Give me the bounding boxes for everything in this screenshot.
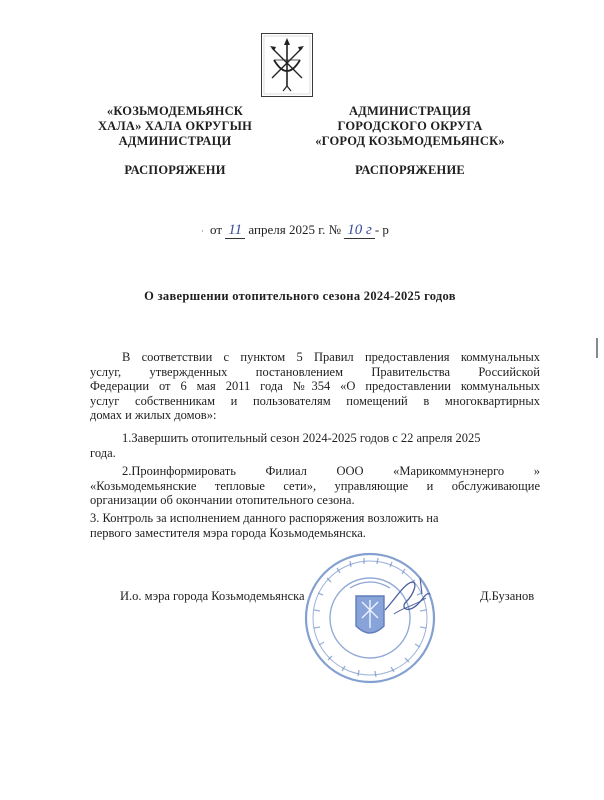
scan-edge-mark bbox=[596, 338, 598, 358]
body-line: услуг, утвержденных постановлением Правительства Российской bbox=[90, 364, 540, 379]
intro-paragraph bbox=[90, 350, 540, 423]
header-right-russian bbox=[300, 104, 520, 149]
item-1 bbox=[90, 431, 540, 460]
body-line: первого заместителя мэра города Козьмодемьянска. bbox=[90, 525, 366, 540]
item-2 bbox=[90, 464, 540, 508]
handwritten-number: 10 г bbox=[344, 222, 375, 239]
city-emblem bbox=[261, 33, 313, 97]
handwritten-day: 11 bbox=[225, 222, 245, 239]
coat-of-arms-icon bbox=[262, 34, 312, 96]
date-tick-mark: · bbox=[201, 226, 204, 236]
body-line: 1.Завершить отопительный сезон 2024-2025 годов с 22 апреля 2025 bbox=[122, 431, 481, 445]
body-line: «Козьмодемьянские тепловые сети», управляющие и обслуживающие bbox=[90, 478, 540, 493]
body-line: услуг собственникам и пользователям помещений в многоквартирных bbox=[90, 393, 540, 408]
body-line: года. bbox=[90, 445, 116, 460]
date-month-year: апреля 2025 г. № bbox=[248, 222, 341, 237]
signer-position: И.о. мэра города Козьмодемьянска bbox=[120, 589, 305, 603]
header-left-line: ХАЛА» ХАЛА ОКРУГЫН bbox=[97, 119, 253, 133]
header-left-line: АДМИНИСТРАЦИ bbox=[118, 134, 232, 148]
item-3 bbox=[90, 511, 540, 540]
document-subject: О завершении отопительного сезона 2024-2025 годов bbox=[144, 289, 456, 303]
date-prefix: от bbox=[210, 222, 223, 237]
body-line: 3. Контроль за исполнением данного распоряжения возложить на bbox=[90, 511, 439, 525]
body-line: организации об окончании отопительного сезона. bbox=[90, 493, 355, 507]
order-title-russian: РАСПОРЯЖЕНИЕ bbox=[355, 163, 465, 177]
body-line: 2.Проинформировать Филиал ООО «Марикоммунэнерго » bbox=[122, 464, 540, 478]
header-left-mari bbox=[70, 104, 280, 149]
header-right-line: АДМИНИСТРАЦИЯ bbox=[348, 104, 472, 118]
body-line: домах и жилых домов»: bbox=[90, 408, 217, 422]
date-suffix: - р bbox=[374, 222, 389, 237]
date-number-line bbox=[210, 222, 389, 239]
header-left-line: «КОЗЬМОДЕМЬЯНСК bbox=[106, 104, 244, 118]
header-right-line: ГОРОДСКОГО ОКРУГА bbox=[337, 119, 483, 133]
order-title-mari: РАСПОРЯЖЕНИ bbox=[124, 163, 226, 177]
body-line: В соответствии с пунктом 5 Правил предоставления коммунальных bbox=[122, 350, 540, 364]
body-line: Федерации от 6 мая 2011 года №354 «О предоставлении коммунальных bbox=[90, 379, 540, 393]
signer-name: Д.Бузанов bbox=[480, 589, 535, 603]
official-seal bbox=[290, 548, 450, 688]
header-right-line: «ГОРОД КОЗЬМОДЕМЬЯНСК» bbox=[315, 134, 505, 148]
seal-stamp-icon bbox=[290, 548, 450, 688]
